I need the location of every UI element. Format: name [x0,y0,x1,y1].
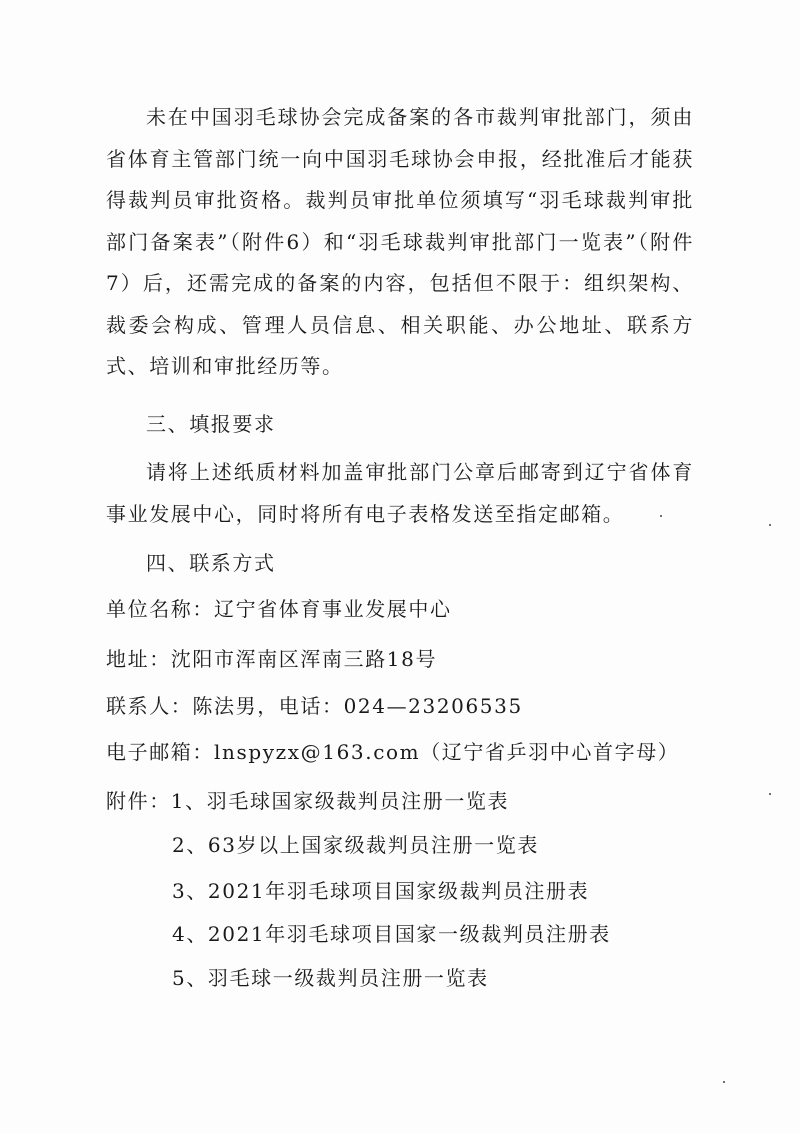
scan-speck [723,1081,725,1083]
contact-address: 地址：沈阳市浑南区浑南三路18号 [106,647,438,671]
scan-speck [660,515,662,517]
paragraph-filing-requirements: 未在中国羽毛球协会完成备案的各市裁判审批部门，须由省体育主管部门统一向中国羽毛球协会申报，经批准后才能获得裁判员审批资格。裁判员审批单位须填写“羽毛球裁判审批部门备案表”（附件6）和“羽毛球裁判审批部门一览表”（附件7）后，还需完成的备案的内容，包括但不限于：组织架构、裁委会构成、管理人员信息、相关职能、办公地址、联系方式、培训和审批经历等。 [106,105,694,378]
section-heading-fill-requirements: 三、填报要求 [146,412,276,436]
scan-speck [769,793,771,795]
attachment-item-5: 5、羽毛球一级裁判员注册一览表 [172,966,489,990]
attachment-item-3: 3、2021年羽毛球项目国家级裁判员注册表 [172,879,590,903]
contact-unit-name: 单位名称：辽宁省体育事业发展中心 [106,597,452,621]
attachment-item-1: 附件：1、羽毛球国家级裁判员注册一览表 [106,789,510,813]
section-heading-contact: 四、联系方式 [146,551,276,575]
scan-speck [769,524,771,526]
contact-email: 电子邮箱：lnspyzx@163.com（辽宁省乒羽中心首字母） [106,740,680,764]
attachment-item-2: 2、63岁以上国家级裁判员注册一览表 [172,833,539,857]
paragraph-mailing-instructions: 请将上述纸质材料加盖审批部门公章后邮寄到辽宁省体育事业发展中心，同时将所有电子表格发送至指定邮箱。 [106,460,694,526]
attachment-item-4: 4、2021年羽毛球项目国家一级裁判员注册表 [172,922,611,946]
contact-person-phone: 联系人：陈法男，电话：024—23206535 [106,694,523,718]
